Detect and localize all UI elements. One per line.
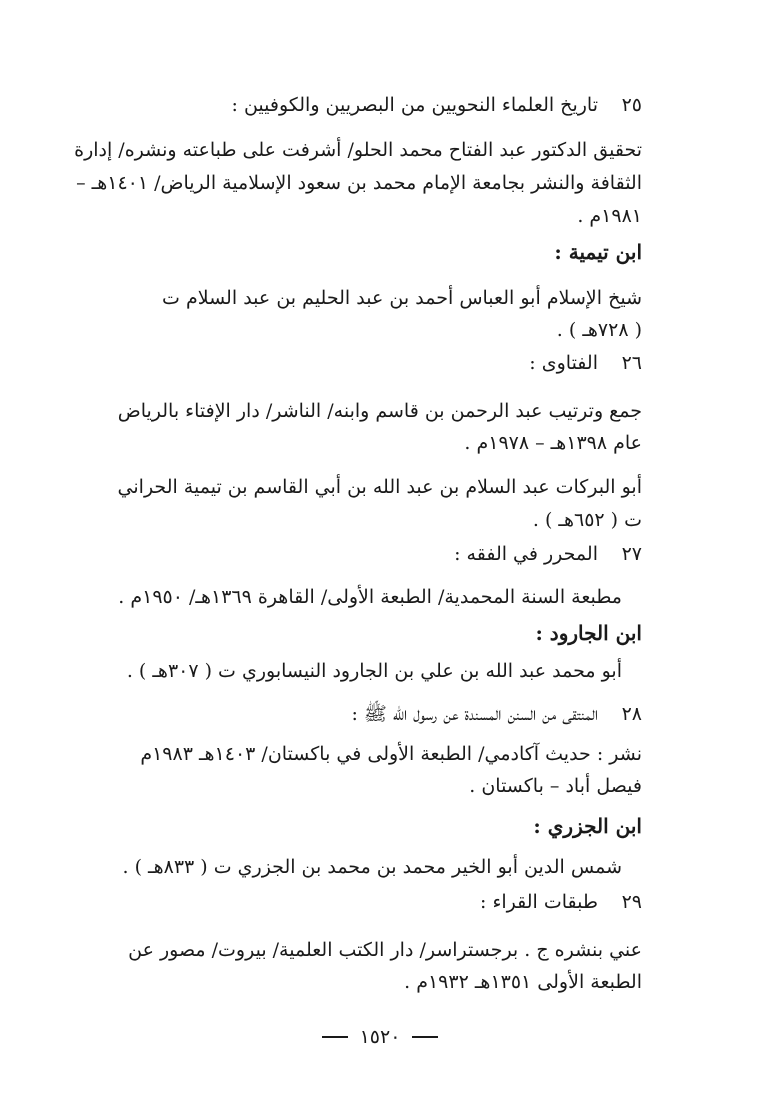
author-text-line: شمس الدين أبو الخير محمد بن محمد بن الجزري ت ( ٨٣٣هـ ) . <box>122 856 622 878</box>
author-text-line: أبو محمد عبد الله بن علي بن الجارود النيسابوري ت ( ٣٠٧هـ ) . <box>126 660 622 682</box>
entry-text-line: نشر : حديث آكادمي/ الطبعة الأولى في باكستان/ ١٤٠٣هـ ١٩٨٣م <box>140 743 642 765</box>
author-heading: ابن تيمية : <box>554 240 642 264</box>
page-number: ١٥٢٠ <box>359 1026 401 1048</box>
entry-text-line: عني بنشره ج . برجستراسر/ دار الكتب العلمية/ بيروت/ مصور عن <box>128 939 642 961</box>
entry-text-line: الطبعة الأولى ١٣٥١هـ ١٩٣٢م . <box>404 971 642 993</box>
entry-number: ٢٧ <box>621 543 642 565</box>
entry-text-line: الثقافة والنشر بجامعة الإمام محمد بن سعود الإسلامية الرياض/ ١٤٠١هـ – <box>76 172 642 194</box>
entry-title: تاريخ العلماء النحويين من البصريين والكوفيين : <box>231 94 598 116</box>
entry-number: ٢٩ <box>621 891 642 913</box>
author-text-line: أبو البركات عبد السلام بن عبد الله بن أبي القاسم بن تيمية الحراني <box>117 476 642 498</box>
entry-number: ٢٥ <box>621 94 642 116</box>
entry-text-line: تحقيق الدكتور عبد الفتاح محمد الحلو/ أشرفت على طباعته ونشره/ إدارة <box>74 139 642 161</box>
entry-title: المحرر في الفقه : <box>454 543 598 565</box>
entry-text-line: فيصل أباد – باكستان . <box>469 775 642 797</box>
entry-title: المنتقى من السنن المسندة عن رسول الله ﷺ : <box>351 703 598 725</box>
author-text-line: ( ٧٢٨هـ ) . <box>556 319 642 341</box>
entry-number: ٢٦ <box>621 352 642 374</box>
author-heading: ابن الجزري : <box>533 814 642 838</box>
author-text-line: ت ( ٦٥٢هـ ) . <box>532 509 642 531</box>
author-text-line: شيخ الإسلام أبو العباس أحمد بن عبد الحليم بن عبد السلام ت <box>162 287 642 309</box>
footer-dash-left <box>322 1036 348 1038</box>
page-footer <box>0 1022 760 1051</box>
entry-title: طبقات القراء : <box>480 891 598 913</box>
entry-number: ٢٨ <box>621 703 642 725</box>
footer-dash-right <box>412 1036 438 1038</box>
entry-text-line: مطبعة السنة المحمدية/ الطبعة الأولى/ القاهرة ١٣٦٩هـ/ ١٩٥٠م . <box>118 586 622 608</box>
entry-title: الفتاوى : <box>529 352 598 374</box>
entry-text-line: ١٩٨١م . <box>577 205 642 227</box>
entry-text-line: عام ١٣٩٨هـ – ١٩٧٨م . <box>464 432 642 454</box>
author-heading: ابن الجارود : <box>535 621 642 645</box>
entry-text-line: جمع وترتيب عبد الرحمن بن قاسم وابنه/ الناشر/ دار الإفتاء بالرياض <box>117 400 642 422</box>
